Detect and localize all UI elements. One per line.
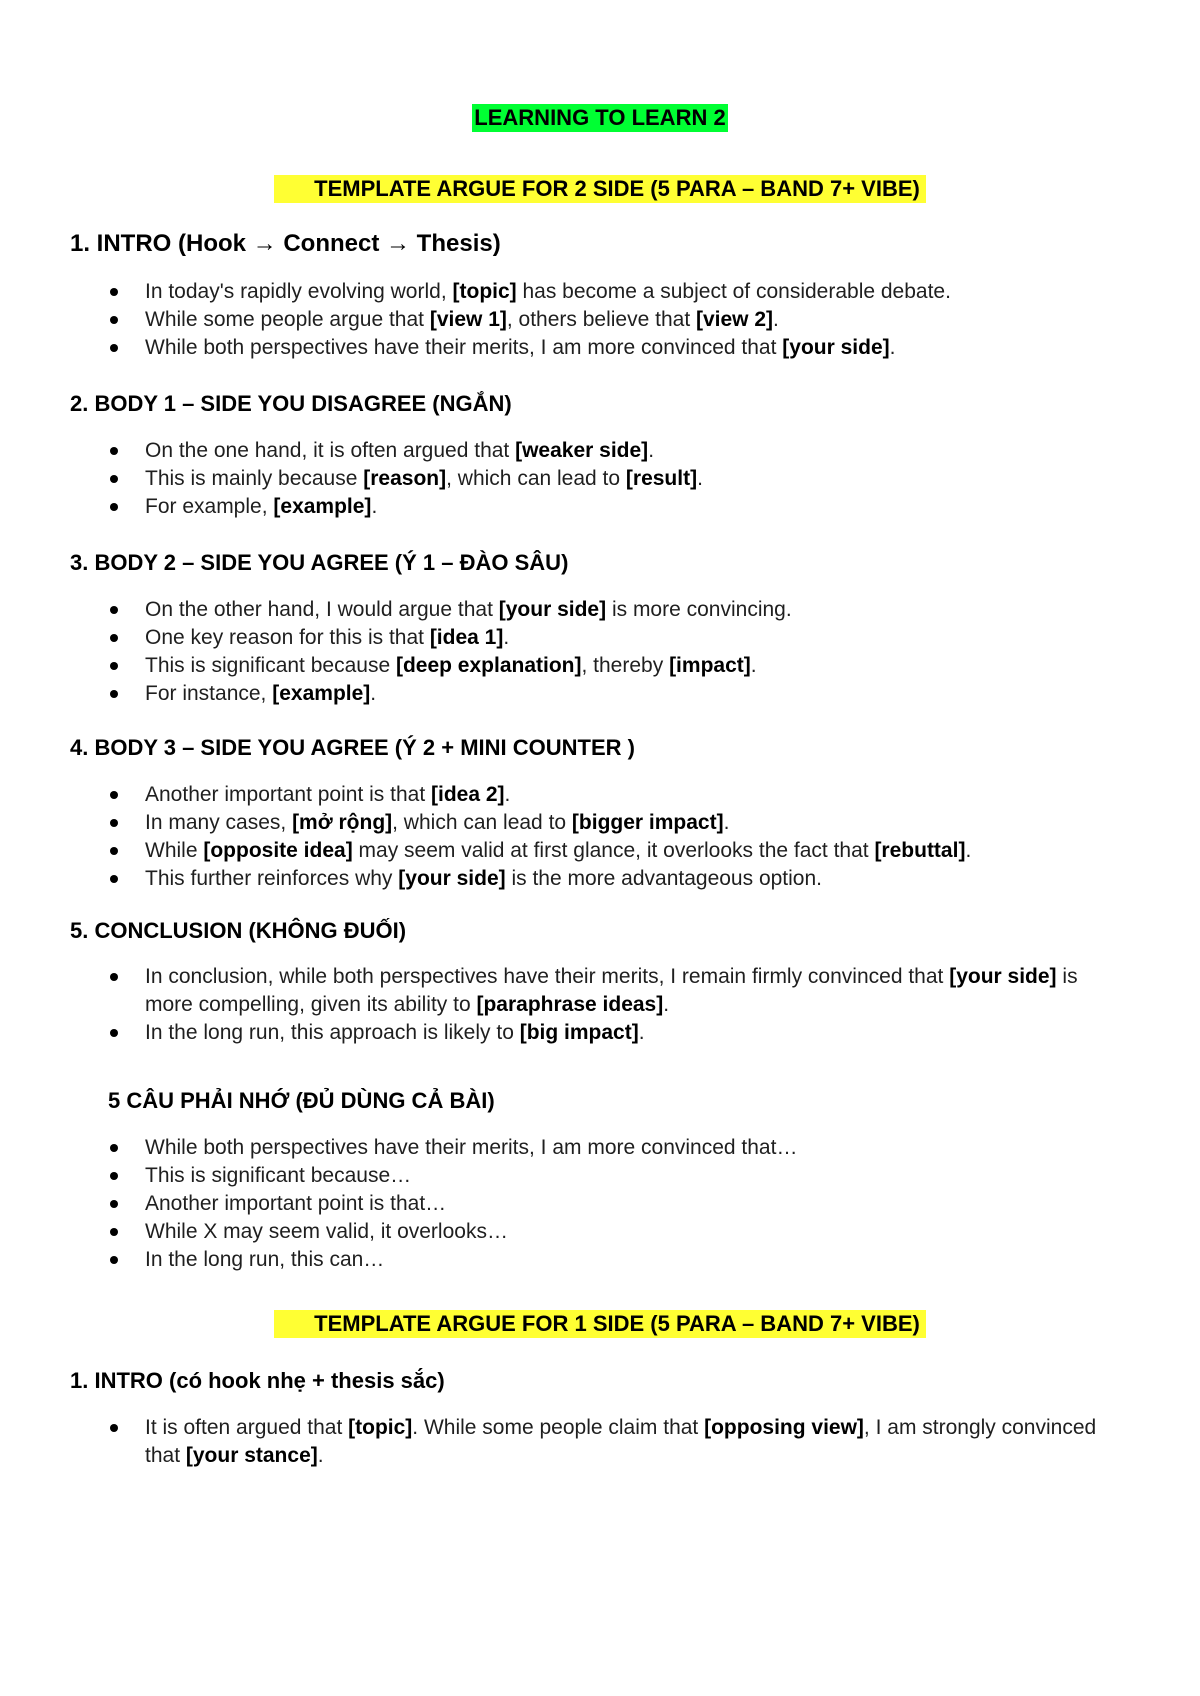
- item-text: .: [889, 336, 896, 359]
- item-text: While both perspectives have their merits, I am more convinced that…: [145, 1136, 798, 1159]
- item-text: One key reason for this is that: [145, 626, 430, 649]
- placeholder-text: [idea 1]: [429, 626, 504, 649]
- list-item: [0, 809, 971, 837]
- placeholder-text: [view 1]: [429, 308, 507, 331]
- template-2-title-row: [0, 1310, 1200, 1338]
- item-text: In the long run, this can…: [145, 1248, 385, 1271]
- item-text: On the one hand, it is often argued that: [145, 439, 516, 462]
- section-heading: 3. BODY 2 – SIDE YOU AGREE (Ý 1 – ĐÀO SÂU): [70, 550, 569, 575]
- bullet-list: [0, 963, 1125, 1047]
- list-item: [0, 306, 951, 334]
- item-text: While: [145, 839, 204, 862]
- item-text: .: [638, 1021, 645, 1044]
- item-text: .: [697, 467, 703, 490]
- list-item: [0, 596, 792, 624]
- section-heading: 5 CÂU PHẢI NHỚ (ĐỦ DÙNG CẢ BÀI): [108, 1088, 495, 1113]
- list-item: [0, 963, 1125, 1019]
- list-item: [0, 1414, 1125, 1470]
- section-heading: 5. CONCLUSION (KHÔNG ĐUỐI): [70, 918, 407, 943]
- item-text: is more convincing.: [606, 598, 792, 621]
- placeholder-text: [paraphrase ideas]: [476, 993, 664, 1016]
- placeholder-text: [bigger impact]: [571, 811, 724, 834]
- list-item: [0, 334, 951, 362]
- placeholder-text: [your side]: [398, 867, 506, 890]
- placeholder-text: [result]: [625, 467, 698, 490]
- item-text: In conclusion, while both perspectives have their merits, I remain firmly convinced that: [145, 965, 950, 988]
- list-item: [0, 278, 951, 306]
- item-text: .: [370, 682, 377, 705]
- bullet-list: [0, 1134, 797, 1274]
- list-item: [0, 1190, 797, 1218]
- list-item: [0, 865, 971, 893]
- section-heading: 4. BODY 3 – SIDE YOU AGREE (Ý 2 + MINI COUNTER ): [70, 735, 635, 760]
- item-text: may seem valid at first glance, it overlooks the fact that: [352, 839, 875, 862]
- placeholder-text: [your stance]: [185, 1444, 318, 1467]
- page-title: LEARNING TO LEARN 2: [474, 105, 726, 130]
- placeholder-text: [your side]: [949, 965, 1057, 988]
- placeholder-text: [deep explanation]: [395, 654, 582, 677]
- placeholder-text: [idea 2]: [431, 783, 505, 806]
- item-text: .: [773, 308, 779, 331]
- item-text: is more compelling, given its ability to: [145, 965, 1078, 1016]
- item-text: .: [371, 495, 378, 518]
- list-item: [0, 680, 792, 708]
- list-item: [0, 652, 792, 680]
- item-text: .: [503, 626, 510, 649]
- placeholder-text: [your side]: [498, 598, 607, 621]
- item-text: For instance,: [145, 682, 273, 705]
- item-text: In today's rapidly evolving world,: [145, 280, 453, 303]
- placeholder-text: [weaker side]: [515, 439, 649, 462]
- list-item: [0, 1218, 797, 1246]
- list-item: [0, 1246, 797, 1274]
- bullet-list: [0, 437, 703, 521]
- item-text: In many cases,: [145, 811, 293, 834]
- item-text: Another important point is that: [145, 783, 431, 806]
- list-item: [0, 1019, 1125, 1047]
- item-text: .: [723, 811, 730, 834]
- bullet-list: [0, 596, 792, 708]
- item-text: In the long run, this approach is likely to: [145, 1021, 520, 1044]
- item-text: , which can lead to: [446, 467, 626, 490]
- item-text: While some people argue that: [145, 308, 430, 331]
- list-item: [0, 624, 792, 652]
- item-text: , which can lead to: [392, 811, 572, 834]
- list-item: [0, 493, 703, 521]
- item-text: This is mainly because: [145, 467, 364, 490]
- placeholder-text: [reason]: [363, 467, 447, 490]
- item-text: has become a subject of considerable debate.: [516, 280, 951, 303]
- list-item: [0, 437, 703, 465]
- item-text: This is significant because…: [145, 1164, 412, 1187]
- bullet-list: [0, 278, 951, 362]
- item-text: It is often argued that: [145, 1416, 349, 1439]
- placeholder-text: [your side]: [782, 336, 890, 359]
- placeholder-text: [big impact]: [519, 1021, 639, 1044]
- template-2-title: TEMPLATE ARGUE FOR 1 SIDE (5 PARA – BAND 7+ VIBE): [274, 1310, 926, 1338]
- item-text: On the other hand, I would argue that: [145, 598, 499, 621]
- placeholder-text: [mở rộng]: [292, 811, 393, 834]
- item-text: , I am strongly convinced that: [145, 1416, 1097, 1467]
- placeholder-text: [example]: [273, 495, 372, 518]
- list-item: [0, 465, 703, 493]
- item-text: . While some people claim that: [412, 1416, 705, 1439]
- item-text: While both perspectives have their merits, I am more convinced that: [145, 336, 783, 359]
- placeholder-text: [topic]: [348, 1416, 413, 1439]
- placeholder-text: [opposing view]: [704, 1416, 864, 1439]
- section-heading: 2. BODY 1 – SIDE YOU DISAGREE (NGẮN): [70, 391, 512, 416]
- item-text: .: [504, 783, 511, 806]
- item-text: , thereby: [581, 654, 670, 677]
- item-text: is the more advantageous option.: [505, 867, 822, 890]
- template-1-title: TEMPLATE ARGUE FOR 2 SIDE (5 PARA – BAND 7+ VIBE): [274, 175, 926, 203]
- item-text: This is significant because: [145, 654, 396, 677]
- placeholder-text: [opposite idea]: [203, 839, 353, 862]
- item-text: For example,: [145, 495, 274, 518]
- placeholder-text: [rebuttal]: [874, 839, 966, 862]
- placeholder-text: [view 2]: [696, 308, 774, 331]
- item-text: While X may seem valid, it overlooks…: [145, 1220, 508, 1243]
- item-text: This further reinforces why: [145, 867, 399, 890]
- placeholder-text: [topic]: [452, 280, 517, 303]
- item-text: .: [750, 654, 757, 677]
- placeholder-text: [example]: [272, 682, 371, 705]
- section-heading: 1. INTRO (có hook nhẹ + thesis sắc): [70, 1368, 445, 1393]
- template-1-title-row: [0, 175, 1200, 203]
- list-item: [0, 1134, 797, 1162]
- section-heading: 1. INTRO (Hook → Connect → Thesis): [70, 230, 501, 257]
- page-title-row: [0, 104, 1200, 132]
- item-text: .: [648, 439, 655, 462]
- item-text: .: [965, 839, 972, 862]
- item-text: .: [663, 993, 670, 1016]
- placeholder-text: [impact]: [669, 654, 751, 677]
- bullet-list: [0, 1414, 1125, 1470]
- list-item: [0, 837, 971, 865]
- item-text: Another important point is that…: [145, 1192, 447, 1215]
- list-item: [0, 781, 971, 809]
- bullet-list: [0, 781, 971, 893]
- item-text: , others believe that: [506, 308, 696, 331]
- item-text: .: [317, 1444, 324, 1467]
- list-item: [0, 1162, 797, 1190]
